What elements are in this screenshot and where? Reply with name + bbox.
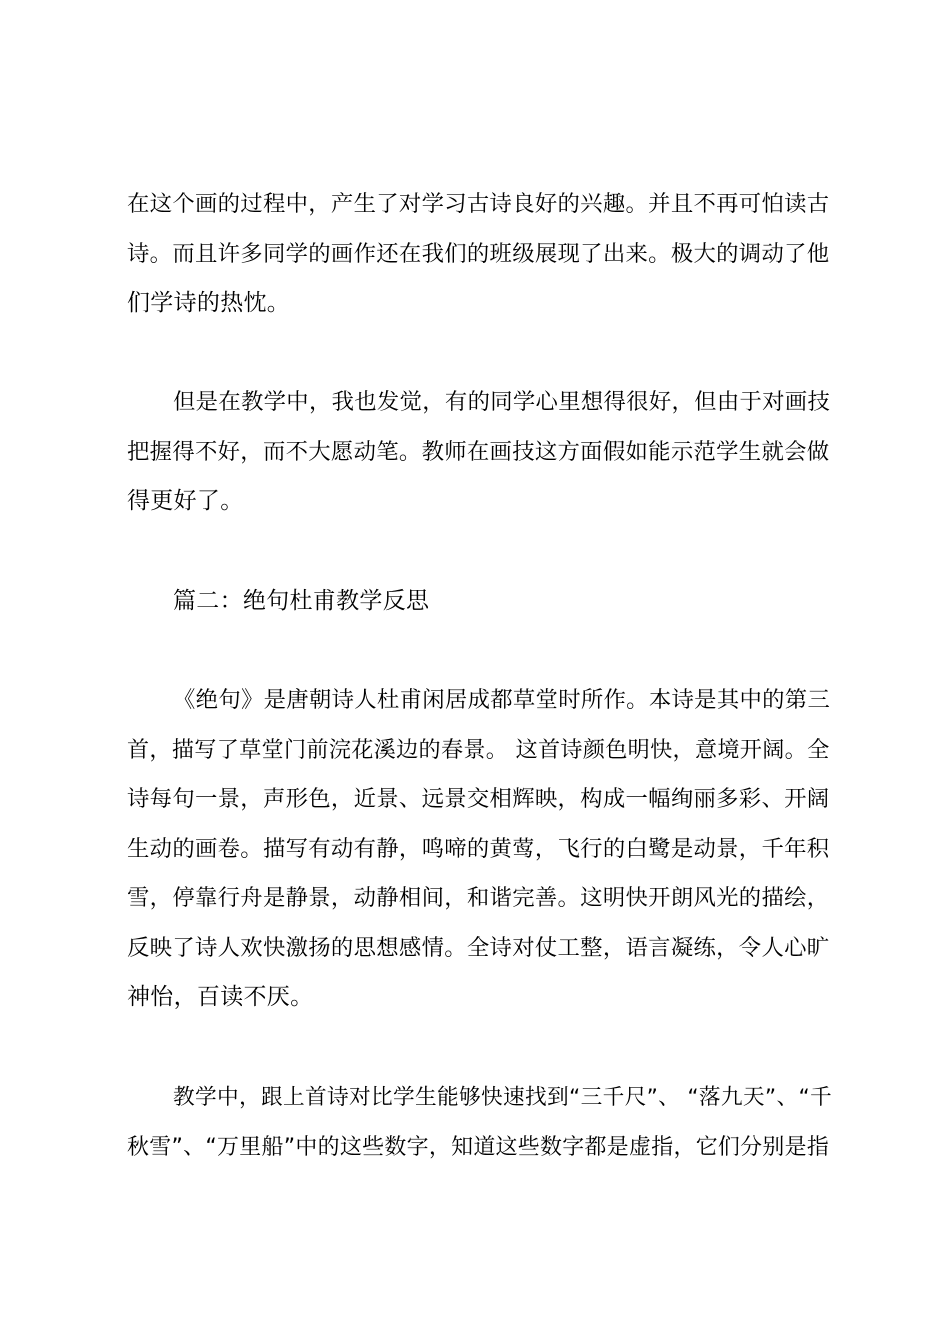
paragraph-3	[127, 676, 833, 1023]
text-line: 诗每句一景，声形色，近景、远景交相辉映，构成一幅绚丽多彩、开阔	[127, 786, 830, 812]
text-line: 诗。而且许多同学的画作还在我们的班级展现了出来。极大的调动了他	[127, 240, 830, 267]
text-line: 秋雪”、“万里船”中的这些数字，知道这些数字都是虚指，它们分别是指	[127, 1134, 830, 1160]
text-line: 反映了诗人欢快激扬的思想感情。全诗对仗工整，语言凝练，令人心旷	[127, 934, 830, 961]
text-line: 《绝句》是唐朝诗人杜甫闲居成都草堂时所作。本诗是其中的第三	[173, 687, 831, 713]
paragraph-4	[127, 1073, 833, 1172]
paragraph-2	[127, 378, 833, 527]
text-line: 但是在教学中，我也发觉，有的同学心里想得很好，但由于对画技	[173, 389, 831, 415]
text-line: 生动的画卷。描写有动有静，鸣啼的黄莺，飞行的白鹭是动景，千年积	[127, 835, 830, 862]
text-line: 教学中，跟上首诗对比学生能够快速找到“三千尺”、 “落九天”、“千	[173, 1085, 833, 1110]
text-line: 雪，停靠行舟是静景，动静相间，和谐完善。这明快开朗风光的描绘，	[127, 885, 830, 911]
text-line: 得更好了。	[127, 488, 244, 514]
text-line: 在这个画的过程中，产生了对学习古诗良好的兴趣。并且不再可怕读古	[127, 191, 830, 217]
text-line: 首，描写了草堂门前浣花溪边的春景。 这首诗颜色明快，意境开阔。全	[127, 736, 830, 763]
paragraph-1	[127, 180, 833, 329]
text-line: 把握得不好，而不大愿动笔。教师在画技这方面假如能示范学生就会做	[127, 438, 830, 465]
text-line: 神怡，百读不厌。	[127, 984, 314, 1010]
section-heading	[127, 577, 833, 627]
text-line: 们学诗的热忱。	[127, 290, 291, 316]
heading-line: 篇二：绝句杜甫教学反思	[173, 588, 430, 614]
